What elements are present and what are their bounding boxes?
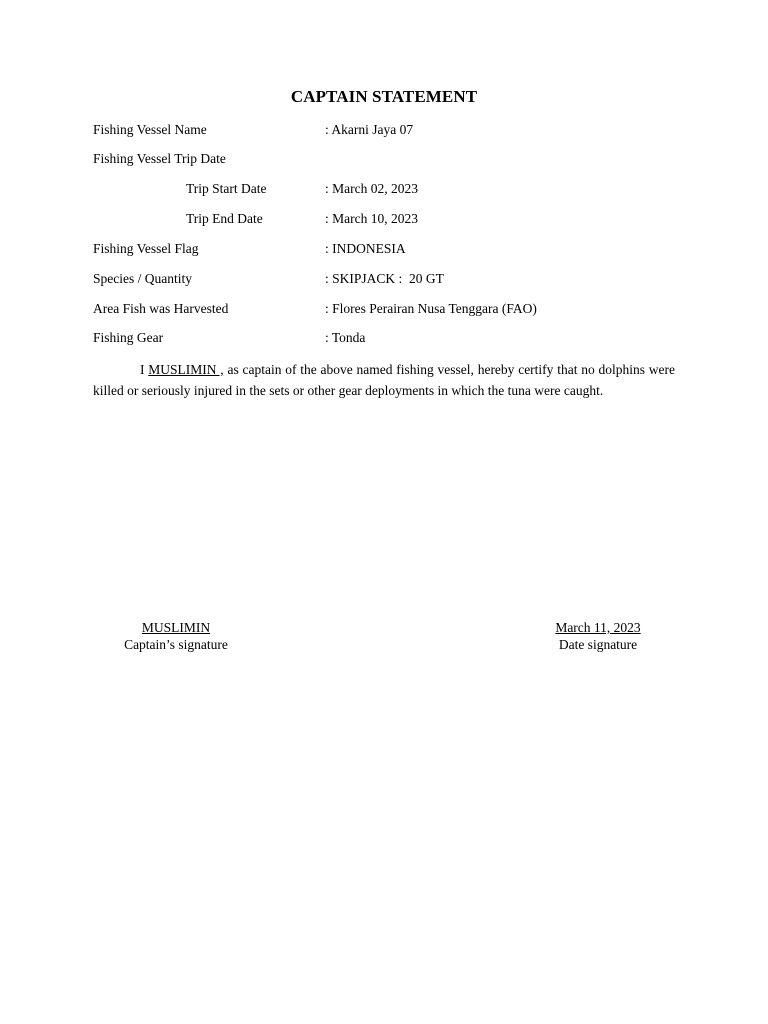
- field-value: : March 10, 2023: [325, 211, 418, 226]
- date-signature-block: [528, 619, 668, 653]
- field-value: : March 02, 2023: [325, 181, 418, 196]
- captain-name: MUSLIMIN: [141, 620, 211, 635]
- statement-prefix: I: [140, 362, 149, 377]
- field-value: : Akarni Jaya 07: [325, 122, 414, 137]
- date-signature-caption: Date signature: [558, 637, 638, 652]
- certification-statement: [93, 360, 675, 401]
- field-label: Area Fish was Harvested: [93, 301, 229, 316]
- field-label: Fishing Gear: [93, 330, 164, 345]
- document-title: CAPTAIN STATEMENT: [290, 87, 478, 106]
- signature-date: March 11, 2023: [555, 620, 641, 635]
- field-value: : Tonda: [325, 330, 366, 345]
- statement-captain-name: MUSLIMIN ,: [148, 362, 224, 377]
- captain-signature-caption: Captain’s signature: [124, 637, 228, 652]
- field-label: Fishing Vessel Flag: [93, 241, 199, 256]
- field-label: Trip End Date: [186, 211, 263, 226]
- field-label: Species / Quantity: [93, 271, 192, 286]
- captain-signature-block: [96, 619, 256, 653]
- field-label: Fishing Vessel Trip Date: [93, 151, 226, 166]
- field-value: : SKIPJACK : 20 GT: [325, 271, 444, 286]
- field-label: Fishing Vessel Name: [93, 122, 207, 137]
- field-value: : Flores Perairan Nusa Tenggara (FAO): [325, 301, 537, 316]
- field-value: : INDONESIA: [325, 241, 406, 256]
- field-label: Trip Start Date: [186, 181, 267, 196]
- statement-body: as captain of the above named fishing vessel, hereby certify that no dolphins were killed or seriously injured in the sets or other gear deployments in which the tuna were caught.: [93, 362, 675, 398]
